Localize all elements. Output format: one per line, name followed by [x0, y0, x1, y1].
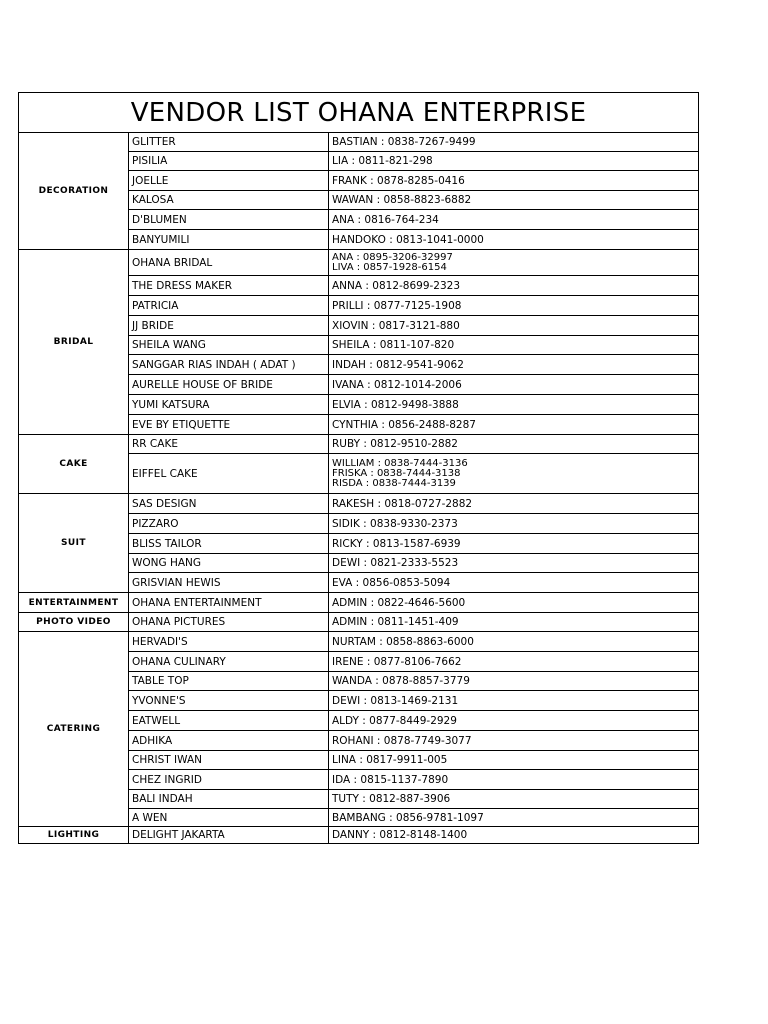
vendor-name: PIZZARO: [129, 514, 329, 534]
vendor-name: EIFFEL CAKE: [129, 454, 329, 494]
contact-entry: ADMIN : 0822-4646-5600: [332, 596, 466, 609]
contact-entry: CYNTHIA : 0856-2488-8287: [332, 418, 476, 431]
vendor-name: SAS DESIGN: [129, 494, 329, 514]
contact-entry: ADMIN : 0811-1451-409: [332, 616, 459, 628]
contact-entry: WAWAN : 0858-8823-6882: [332, 194, 472, 206]
contact-cell: [329, 395, 699, 415]
contact-entry: FRANK : 0878-8285-0416: [332, 174, 465, 187]
contact-cell: [329, 296, 699, 316]
vendor-list-sheet: [18, 92, 698, 844]
contact-entry: TUTY : 0812-887-3906: [332, 793, 451, 805]
contact-cell: [329, 593, 699, 613]
contact-cell: [329, 711, 699, 731]
vendor-name: CHEZ INGRID: [129, 770, 329, 790]
contact-entry: IVANA : 0812-1014-2006: [332, 378, 462, 391]
category-label: LIGHTING: [19, 827, 129, 844]
contact-entry: BAMBANG : 0856-9781-1097: [332, 811, 484, 824]
vendor-name: OHANA PICTURES: [129, 613, 329, 632]
contact-cell: [329, 731, 699, 751]
contact-entry: LINA : 0817-9911-005: [332, 754, 448, 766]
vendor-name: TABLE TOP: [129, 672, 329, 691]
contact-entry: DEWI : 0813-1469-2131: [332, 694, 459, 707]
contact-cell: [329, 336, 699, 355]
contact-cell: [329, 133, 699, 152]
contact-cell: [329, 691, 699, 711]
contact-cell: [329, 415, 699, 435]
contact-entry: DANNY : 0812-8148-1400: [332, 829, 468, 841]
contact-cell: [329, 276, 699, 296]
vendor-row: [19, 250, 699, 276]
contact-entry: ANNA : 0812-8699-2323: [332, 279, 461, 292]
contact-entry: LIVA : 0857-1928-6154: [332, 261, 447, 273]
vendor-name: JOELLE: [129, 171, 329, 191]
category-label: PHOTO VIDEO: [19, 613, 129, 632]
contact-entry: ANA : 0895-3206-32997: [332, 251, 453, 263]
vendor-name: AURELLE HOUSE OF BRIDE: [129, 375, 329, 395]
contact-cell: [329, 672, 699, 691]
category-label: BRIDAL: [19, 250, 129, 435]
contact-entry: EVA : 0856-0853-5094: [332, 576, 451, 589]
vendor-name: PATRICIA: [129, 296, 329, 316]
contact-cell: [329, 770, 699, 790]
contact-cell: [329, 809, 699, 827]
vendor-name: YVONNE'S: [129, 691, 329, 711]
vendor-name: JJ BRIDE: [129, 316, 329, 336]
vendor-name: EVE BY ETIQUETTE: [129, 415, 329, 435]
contact-cell: [329, 632, 699, 652]
vendor-row: [19, 827, 699, 844]
vendor-name: WONG HANG: [129, 554, 329, 573]
vendor-name: SHEILA WANG: [129, 336, 329, 355]
contact-cell: [329, 171, 699, 191]
contact-entry: ROHANI : 0878-7749-3077: [332, 734, 472, 747]
contact-entry: RAKESH : 0818-0727-2882: [332, 497, 473, 510]
contact-entry: WANDA : 0878-8857-3779: [332, 675, 470, 687]
contact-cell: [329, 454, 699, 494]
contact-cell: [329, 355, 699, 375]
vendor-name: OHANA ENTERTAINMENT: [129, 593, 329, 613]
vendor-row: [19, 593, 699, 613]
vendor-name: EATWELL: [129, 711, 329, 731]
contact-entry: IRENE : 0877-8106-7662: [332, 655, 462, 668]
vendor-row: [19, 133, 699, 152]
contact-entry: INDAH : 0812-9541-9062: [332, 358, 464, 371]
title-row: [19, 93, 699, 133]
contact-entry: HANDOKO : 0813-1041-0000: [332, 233, 484, 246]
contact-cell: [329, 751, 699, 770]
category-label: DECORATION: [19, 133, 129, 250]
contact-entry: IDA : 0815-1137-7890: [332, 773, 449, 786]
vendor-name: BALI INDAH: [129, 790, 329, 809]
contact-cell: [329, 250, 699, 276]
vendor-name: CHRIST IWAN: [129, 751, 329, 770]
vendor-name: DELIGHT JAKARTA: [129, 827, 329, 844]
contact-cell: [329, 494, 699, 514]
category-label: CAKE: [19, 435, 129, 494]
category-label: SUIT: [19, 494, 129, 593]
contact-cell: [329, 613, 699, 632]
vendor-name: D'BLUMEN: [129, 210, 329, 230]
vendor-row: [19, 435, 699, 454]
vendor-name: SANGGAR RIAS INDAH ( ADAT ): [129, 355, 329, 375]
contact-entry: RUBY : 0812-9510-2882: [332, 438, 458, 450]
contact-cell: [329, 316, 699, 336]
contact-entry: LIA : 0811-821-298: [332, 155, 433, 167]
vendor-name: BLISS TAILOR: [129, 534, 329, 554]
contact-cell: [329, 210, 699, 230]
vendor-name: GRISVIAN HEWIS: [129, 573, 329, 593]
contact-entry: WILLIAM : 0838-7444-3136: [332, 457, 468, 469]
vendor-name: HERVADI'S: [129, 632, 329, 652]
contact-entry: XIOVIN : 0817-3121-880: [332, 319, 460, 332]
contact-cell: [329, 435, 699, 454]
vendor-name: THE DRESS MAKER: [129, 276, 329, 296]
vendor-row: [19, 632, 699, 652]
contact-entry: PRILLI : 0877-7125-1908: [332, 299, 462, 312]
contact-cell: [329, 514, 699, 534]
contact-entry: ELVIA : 0812-9498-3888: [332, 398, 459, 411]
contact-entry: NURTAM : 0858-8863-6000: [332, 635, 474, 648]
contact-entry: SIDIK : 0838-9330-2373: [332, 517, 458, 530]
contact-entry: RICKY : 0813-1587-6939: [332, 537, 461, 550]
contact-cell: [329, 152, 699, 171]
contact-entry: RISDA : 0838-7444-3139: [332, 477, 456, 489]
contact-cell: [329, 191, 699, 210]
contact-cell: [329, 573, 699, 593]
category-label: CATERING: [19, 632, 129, 827]
contact-cell: [329, 534, 699, 554]
vendor-row: [19, 613, 699, 632]
contact-cell: [329, 554, 699, 573]
contact-cell: [329, 790, 699, 809]
contact-cell: [329, 827, 699, 844]
contact-entry: SHEILA : 0811-107-820: [332, 339, 455, 351]
contact-entry: BASTIAN : 0838-7267-9499: [332, 136, 476, 148]
vendor-name: ADHIKA: [129, 731, 329, 751]
vendor-name: GLITTER: [129, 133, 329, 152]
vendor-name: OHANA BRIDAL: [129, 250, 329, 276]
page-title: VENDOR LIST OHANA ENTERPRISE: [19, 93, 699, 133]
vendor-row: [19, 494, 699, 514]
contact-cell: [329, 652, 699, 672]
contact-cell: [329, 375, 699, 395]
vendor-name: KALOSA: [129, 191, 329, 210]
vendor-name: YUMI KATSURA: [129, 395, 329, 415]
vendor-name: A WEN: [129, 809, 329, 827]
contact-cell: [329, 230, 699, 250]
contact-entry: ANA : 0816-764-234: [332, 213, 439, 226]
category-label: ENTERTAINMENT: [19, 593, 129, 613]
vendor-name: BANYUMILI: [129, 230, 329, 250]
vendor-table: [18, 92, 699, 844]
vendor-name: RR CAKE: [129, 435, 329, 454]
contact-entry: DEWI : 0821-2333-5523: [332, 557, 459, 569]
contact-entry: ALDY : 0877-8449-2929: [332, 714, 457, 727]
vendor-name: OHANA CULINARY: [129, 652, 329, 672]
contact-entry: FRISKA : 0838-7444-3138: [332, 467, 461, 479]
vendor-name: PISILIA: [129, 152, 329, 171]
